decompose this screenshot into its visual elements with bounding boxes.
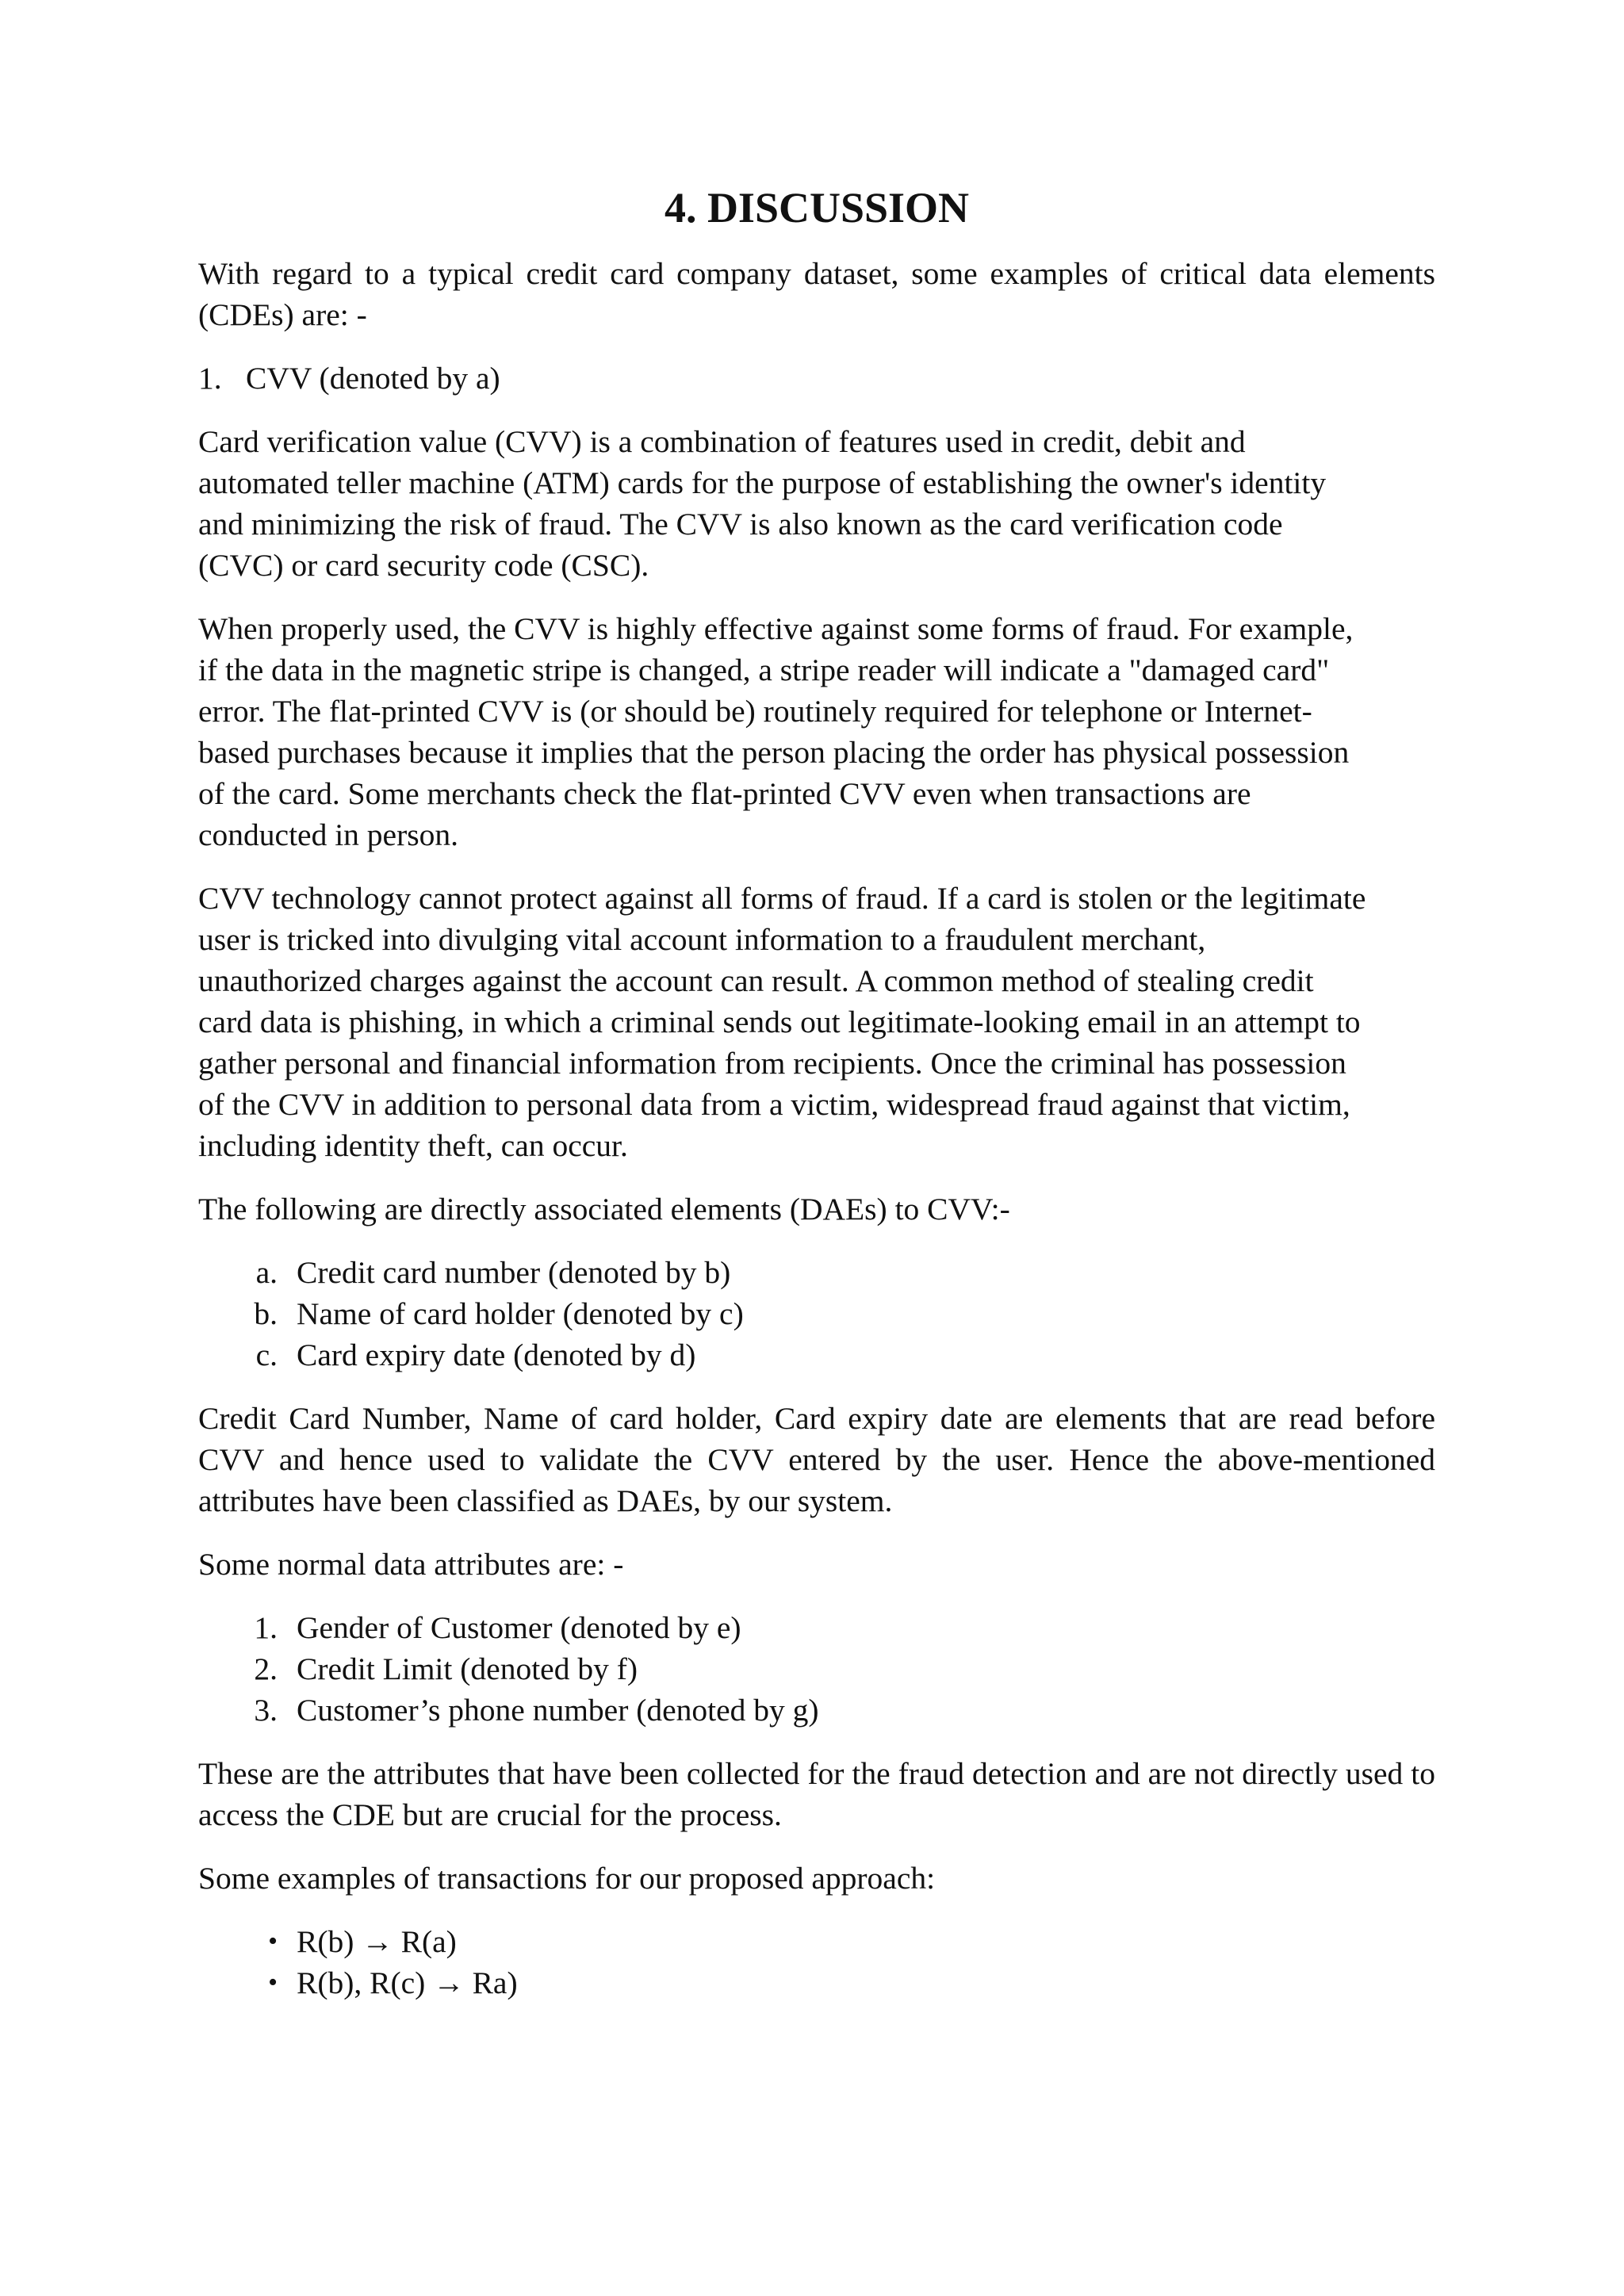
list-item-text: Name of card holder (denoted by c) <box>297 1295 744 1331</box>
cvv-limits-line: including identity theft, can occur. <box>198 1127 628 1163</box>
cvv-definition-line: and minimizing the risk of fraud. The CVV is also known as the card verification code <box>198 506 1283 541</box>
normal-attributes-explanation: These are the attributes that have been collected for the fraud detection and are not directly used to access the CDE but are crucial for the process. <box>198 1755 1435 1832</box>
list-item-text: R(b) → R(a) <box>297 1923 457 1959</box>
cvv-usage-line: if the data in the magnetic stripe is changed, a stripe reader will indicate a "damaged card" <box>198 652 1330 687</box>
cvv-definition-line: (CVC) or card security code (CSC). <box>198 547 649 583</box>
cvv-usage-line: based purchases because it implies that the person placing the order has physical possession <box>198 734 1350 770</box>
list-item <box>198 1689 1435 1731</box>
list-item <box>198 1962 1435 2003</box>
cvv-limits-line: gather personal and financial information from recipients. Once the criminal has possession <box>198 1045 1346 1081</box>
document-page <box>198 182 1435 2026</box>
list-item-text: Customer’s phone number (denoted by g) <box>297 1692 819 1728</box>
dae-intro-paragraph: The following are directly associated elements (DAEs) to CVV:- <box>198 1191 1010 1226</box>
intro-paragraph: With regard to a typical credit card company dataset, some examples of critical data elements (CDEs) are: - <box>198 255 1435 332</box>
list-item-marker: 1. <box>254 1609 278 1645</box>
cde-item <box>198 358 1435 399</box>
list-item-text: Gender of Customer (denoted by e) <box>297 1609 741 1645</box>
list-item <box>198 1252 1435 1293</box>
list-item-text: Card expiry date (denoted by d) <box>297 1337 696 1372</box>
bullet-icon: • <box>268 1967 278 1997</box>
transactions-list <box>198 1921 1435 2003</box>
list-item-text: Credit Limit (denoted by f) <box>297 1651 638 1686</box>
list-item-marker: 2. <box>254 1651 278 1686</box>
list-item <box>198 1334 1435 1376</box>
cvv-usage-line: When properly used, the CVV is highly effective against some forms of fraud. For example, <box>198 610 1354 646</box>
cvv-limits-line: of the CVV in addition to personal data from a victim, widespread fraud against that victim, <box>198 1086 1350 1122</box>
cvv-limits-line: card data is phishing, in which a criminal sends out legitimate-looking email in an attempt to <box>198 1004 1361 1039</box>
list-item-text: Credit card number (denoted by b) <box>297 1254 731 1290</box>
cvv-usage-line: conducted in person. <box>198 817 458 852</box>
normal-attributes-intro: Some normal data attributes are: - <box>198 1546 624 1582</box>
cvv-usage-paragraph <box>198 608 1435 855</box>
section-heading: 4. DISCUSSION <box>664 184 970 232</box>
list-item <box>198 1921 1435 1962</box>
list-item <box>198 1293 1435 1334</box>
list-item-text: R(b), R(c) → Ra) <box>297 1965 518 2000</box>
cvv-definition-paragraph <box>198 421 1435 586</box>
cvv-definition-line: automated teller machine (ATM) cards for the purpose of establishing the owner's identity <box>198 465 1327 500</box>
cvv-limits-paragraph <box>198 878 1435 1166</box>
dae-explanation-paragraph: Credit Card Number, Name of card holder, Card expiry date are elements that are read before CVV and hence used to validate the CVV entered by the user. Hence the above-mentioned attributes have been classified as DAEs, by our system. <box>198 1400 1435 1518</box>
cvv-limits-line: unauthorized charges against the account can result. A common method of stealing credit <box>198 962 1314 998</box>
list-item <box>198 1607 1435 1648</box>
cvv-limits-line: CVV technology cannot protect against all forms of fraud. If a card is stolen or the legitimate <box>198 880 1366 916</box>
cde-item-marker: 1. <box>198 360 222 396</box>
cde-item-text: CVV (denoted by a) <box>246 360 500 396</box>
dae-list <box>198 1252 1435 1376</box>
list-item-marker: c. <box>255 1337 278 1372</box>
cvv-definition-line: Card verification value (CVV) is a combination of features used in credit, debit and <box>198 423 1246 459</box>
transactions-intro: Some examples of transactions for our proposed approach: <box>198 1860 936 1896</box>
list-item-marker: a. <box>255 1254 278 1290</box>
list-item-marker: b. <box>254 1295 278 1331</box>
cvv-usage-line: error. The flat-printed CVV is (or should be) routinely required for telephone or Internet- <box>198 693 1312 729</box>
cvv-limits-line: user is tricked into divulging vital account information to a fraudulent merchant, <box>198 921 1206 957</box>
list-item-marker: 3. <box>254 1692 278 1728</box>
normal-attributes-list <box>198 1607 1435 1731</box>
cvv-usage-line: of the card. Some merchants check the flat-printed CVV even when transactions are <box>198 775 1251 811</box>
list-item <box>198 1648 1435 1689</box>
bullet-icon: • <box>268 1926 278 1956</box>
